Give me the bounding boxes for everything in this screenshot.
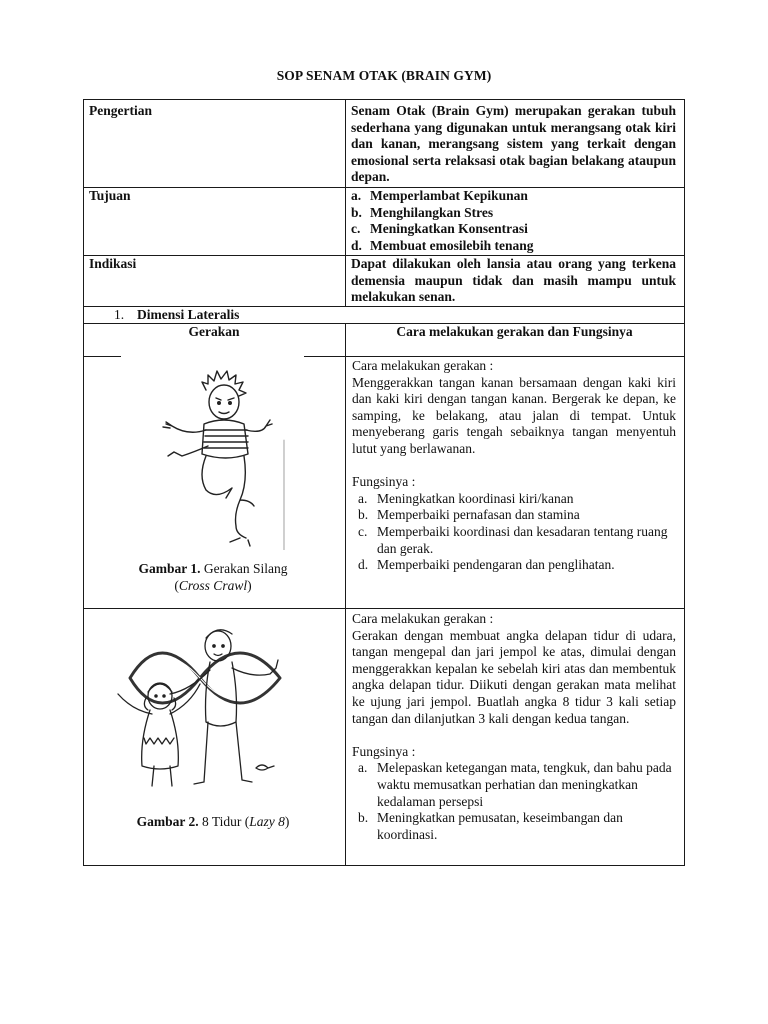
caption-2-english: Lazy 8 — [249, 814, 285, 829]
caption-gambar-2 — [83, 813, 343, 830]
list-text: Melepaskan ketegangan mata, tengkuk, dan bahu pada waktu memusatkan perhatian dan meningkatkan kedalaman persepsi — [377, 760, 672, 809]
section-title: Dimensi Lateralis — [137, 307, 240, 322]
caption-1-close: ) — [247, 578, 252, 593]
caption-1-label: Gambar 1. — [138, 561, 201, 576]
list-marker: a. — [351, 188, 362, 203]
header-cara: Cara melakukan gerakan dan Fungsinya — [396, 324, 633, 339]
list-marker: a. — [358, 490, 368, 506]
list-text: Meningkatkan pemusatan, keseimbangan dan koordinasi. — [377, 810, 623, 842]
caption-2-name: 8 Tidur ( — [201, 814, 250, 829]
caption-1-english: Cross Crawl — [178, 578, 248, 593]
caption-1-name: Gerakan Silang — [203, 561, 288, 576]
label-indikasi: Indikasi — [89, 256, 137, 271]
cross-crawl-illustration — [148, 360, 298, 550]
list-marker: b. — [358, 507, 369, 523]
caption-gambar-1 — [83, 560, 343, 594]
list-item — [351, 205, 676, 222]
movement-1-how-title: Cara melakukan gerakan : — [352, 358, 494, 373]
label-tujuan: Tujuan — [89, 188, 131, 203]
movement-1-how-text: Menggerakkan tangan kanan bersamaan dengan kaki kiri dan kaki kiri dengan tangan kanan. Bergerak ke depan, ke samping, ke belakang, atau jalan di tempat. Untuk menyeberang garis tengah sebaiknya tangan menyentuh lutut yang berlawanan. — [352, 374, 676, 456]
list-text: Memperbaiki koordinasi dan kesadaran tentang ruang dan gerak. — [377, 523, 668, 556]
section-number: 1. — [114, 307, 125, 322]
list-item — [352, 810, 676, 843]
caption-2-label: Gambar 2. — [136, 814, 199, 829]
header-gerakan: Gerakan — [188, 324, 240, 339]
movement-1-func-title: Fungsinya : — [352, 474, 416, 490]
label-pengertian: Pengertian — [89, 103, 152, 118]
list-marker: b. — [358, 810, 369, 826]
movement-2-func-title: Fungsinya : — [352, 743, 416, 759]
list-marker: a. — [358, 760, 368, 776]
list-item — [351, 238, 676, 255]
list-text: Memperbaiki pernafasan dan stamina — [377, 507, 580, 523]
list-marker: c. — [351, 221, 361, 237]
list-marker: c. — [358, 523, 368, 539]
list-item — [352, 760, 676, 810]
lazy-8-illustration — [100, 618, 300, 798]
list-item — [352, 557, 676, 574]
movement-2-functions — [352, 760, 676, 843]
list-item — [351, 188, 676, 205]
movement-1-functions — [352, 491, 676, 574]
list-item — [351, 221, 676, 238]
list-item — [352, 524, 676, 557]
movement-2-description — [352, 611, 676, 843]
list-text: Membuat emosilebih tenang — [370, 237, 534, 253]
caption-1-open: ( — [174, 578, 179, 593]
list-marker: d. — [351, 237, 362, 253]
movement-1-description — [352, 358, 676, 574]
list-text: Meningkatkan koordinasi kiri/kanan — [377, 490, 574, 506]
pengertian-text: Senam Otak (Brain Gym) merupakan gerakan tubuh sederhana yang digunakan untuk merangsang otak kiri dan kanan, merangsang sistem yang terkait dengan emosional serta relaksasi otak bagian belakang ataupun depan. — [351, 103, 676, 185]
page-title: SOP SENAM OTAK (BRAIN GYM) — [276, 68, 492, 83]
movement-2-how-title: Cara melakukan gerakan : — [352, 611, 494, 626]
list-text: Memperlambat Kepikunan — [370, 188, 528, 203]
movement-2-how-text: Gerakan dengan membuat angka delapan tidur di udara, tangan mengepal dan jari jempol ke atas, dimulai dengan menggerakkan kepalan ke sebelah kiri atas dan membentuk angka delapan tidur. Diikuti dengan gerakan mata melihat ke ujung jari jempol. Buatlah angka 8 tidur 3 kali setiap tangan dan dilanjutkan 3 kali dengan kedua tangan. — [352, 627, 676, 726]
list-marker: b. — [351, 204, 362, 220]
list-marker: d. — [358, 557, 369, 573]
list-text: Memperbaiki pendengaran dan penglihatan. — [377, 557, 615, 573]
list-text: Meningkatkan Konsentrasi — [370, 221, 528, 237]
list-item — [352, 491, 676, 508]
indikasi-text: Dapat dilakukan oleh lansia atau orang yang terkena demensia maupun tidak dan masih mampu untuk melakukan senan. — [351, 256, 676, 305]
list-item — [352, 507, 676, 524]
list-text: Menghilangkan Stres — [370, 204, 494, 220]
caption-2-close: ) — [284, 814, 290, 829]
tujuan-list — [351, 188, 676, 254]
